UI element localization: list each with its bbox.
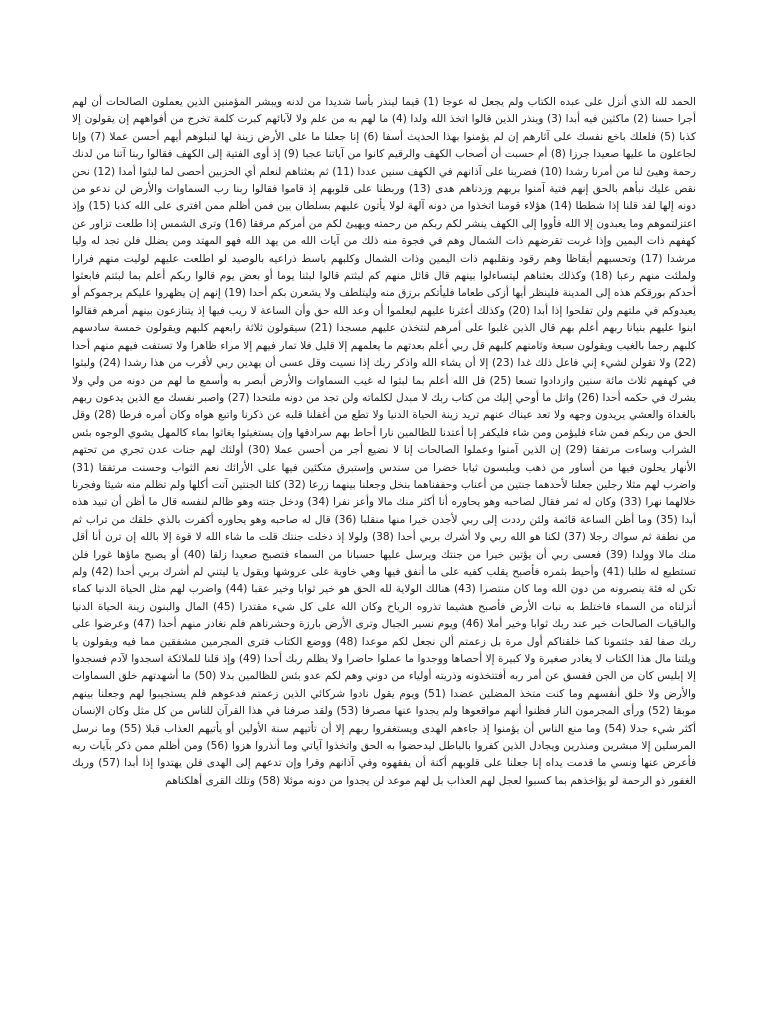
document-body-text: الحمد لله الذي أنزل على عبده الكتاب ولم يجعل له عوجا (1) قيما لينذر بأسا شديدا من لدنه ويبشر المؤمنين الذين يعملون الصالحات أن لهم أجرا حسنا (2) ماكثين فيه أبدا (3) وينذر الذين قالوا اتخذ الله ولدا (4) ما لهم به من علم ولا لآبائهم كبرت كلمة تخرج من أفواههم إن يقولون إلا كذبا (5) فلعلك باخع نفسك على آثارهم إن لم يؤمنوا بهذا الحديث أسفا (6) إنا جعلنا ما على الأرض زينة لها لنبلوهم أيهم أحسن عملا (7) وإنا لجاعلون ما عليها صعيدا جرزا (8) أم حسبت أن أصحاب الكهف والرقيم كانوا من آياتنا عجبا (9) إذ أوى الفتية إلى الكهف فقالوا ربنا آتنا من لدنك رحمة وهيئ لنا من أمرنا رشدا (10) فضربنا على آذانهم في الكهف سنين عددا (11) ثم بعثناهم لنعلم أي الحزبين أحصى لما لبثوا أمدا (12) نحن نقص عليك نبأهم بالحق إنهم فتية آمنوا بربهم وزدناهم هدى (13) وربطنا على قلوبهم إذ قاموا فقالوا ربنا رب السماوات والأرض لن ندعو من دونه إلها لقد قلنا إذا شططا (14) هؤلاء قومنا اتخذوا من دونه آلهة لولا يأتون عليهم بسلطان بين فمن أظلم ممن افترى على الله كذبا (15) وإذ اعتزلتموهم وما يعبدون إلا الله فأووا إلى الكهف ينشر لكم ربكم من رحمته ويهيئ لكم من أمركم مرفقا (16) وترى الشمس إذا طلعت تزاور عن كهفهم ذات اليمين وإذا غربت تقرضهم ذات الشمال وهم في فجوة منه ذلك من آيات الله من يهد الله فهو المهتد ومن يضلل فلن تجد له وليا مرشدا (17) وتحسبهم أيقاظا وهم رقود ونقلبهم ذات اليمين وذات الشمال وكلبهم باسط ذراعيه بالوصيد لو اطلعت عليهم لوليت منهم فرارا ولملئت منهم رعبا (18) وكذلك بعثناهم ليتساءلوا بينهم قال قائل منهم كم لبثتم قالوا لبثنا يوما أو بعض يوم قالوا ربكم أعلم بما لبثتم فابعثوا أحدكم بورقكم هذه إلى المدينة فلينظر أيها أزكى طعاما فليأتكم برزق منه وليتلطف ولا يشعرن بكم أحدا (19) إنهم إن يظهروا عليكم يرجموكم أو يعيدوكم في ملتهم ولن تفلحوا إذا أبدا (20) وكذلك أعثرنا عليهم ليعلموا أن وعد الله حق وأن الساعة لا ريب فيها إذ يتنازعون بينهم أمرهم فقالوا ابنوا عليهم بنيانا ربهم أعلم بهم قال الذين غلبوا على أمرهم لنتخذن عليهم مسجدا (21) سيقولون ثلاثة رابعهم كلبهم ويقولون خمسة سادسهم كلبهم رجما بالغيب ويقولون سبعة وثامنهم كلبهم قل ربي أعلم بعدتهم ما يعلمهم إلا قليل فلا تمار فيهم إلا مراء ظاهرا ولا تستفت فيهم منهم أحدا (22) ولا تقولن لشيء إني فاعل ذلك غدا (23) إلا أن يشاء الله واذكر ربك إذا نسيت وقل عسى أن يهدين ربي لأقرب من هذا رشدا (24) ولبثوا في كهفهم ثلاث مائة سنين وازدادوا تسعا (25) قل الله أعلم بما لبثوا له غيب السماوات والأرض أبصر به وأسمع ما لهم من دونه من ولي ولا يشرك في حكمه أحدا (26) واتل ما أوحي إليك من كتاب ربك لا مبدل لكلماته ولن تجد من دونه ملتحدا (27) واصبر نفسك مع الذين يدعون ربهم بالغداة والعشي يريدون وجهه ولا تعد عيناك عنهم تريد زينة الحياة الدنيا ولا تطع من أغفلنا قلبه عن ذكرنا واتبع هواه وكان أمره فرطا (28) وقل الحق من ربكم فمن شاء فليؤمن ومن شاء فليكفر إنا أعتدنا للظالمين نارا أحاط بهم سرادقها وإن يستغيثوا يغاثوا بماء كالمهل يشوي الوجوه بئس الشراب وساءت مرتفقا (29) إن الذين آمنوا وعملوا الصالحات إنا لا نضيع أجر من أحسن عملا (30) أولئك لهم جنات عدن تجري من تحتهم الأنهار يحلون فيها من أساور من ذهب ويلبسون ثيابا خضرا من سندس وإستبرق متكئين فيها على الأرائك نعم الثواب وحسنت مرتفقا (31) واضرب لهم مثلا رجلين جعلنا لأحدهما جنتين من أعناب وحففناهما بنخل وجعلنا بينهما زرعا (32) كلتا الجنتين آتت أكلها ولم تظلم منه شيئا وفجرنا خلالهما نهرا (33) وكان له ثمر فقال لصاحبه وهو يحاوره أنا أكثر منك مالا وأعز نفرا (34) ودخل جنته وهو ظالم لنفسه قال ما أظن أن تبيد هذه أبدا (35) وما أظن الساعة قائمة ولئن رددت إلى ربي لأجدن خيرا منها منقلبا (36) قال له صاحبه وهو يحاوره أكفرت بالذي خلقك من تراب ثم من نطفة ثم سواك رجلا (37) لكنا هو الله ربي ولا أشرك بربي أحدا (38) ولولا إذ دخلت جنتك قلت ما شاء الله لا قوة إلا بالله إن ترن أنا أقل منك مالا وولدا (39) فعسى ربي أن يؤتين خيرا من جنتك ويرسل عليها حسبانا من السماء فتصبح صعيدا زلقا (40) أو يصبح ماؤها غورا فلن تستطيع له طلبا (41) وأحيط بثمره فأصبح يقلب كفيه على ما أنفق فيها وهي خاوية على عروشها ويقول يا ليتني لم أشرك بربي أحدا (42) ولم تكن له فئة ينصرونه من دون الله وما كان منتصرا (43) هنالك الولاية لله الحق هو خير ثوابا وخير عقبا (44) واضرب لهم مثل الحياة الدنيا كماء أنزلناه من السماء فاختلط به نبات الأرض فأصبح هشيما تذروه الرياح وكان الله على كل شيء مقتدرا (45) المال والبنون زينة الحياة الدنيا والباقيات الصالحات خير عند ربك ثوابا وخير أملا (46) ويوم نسير الجبال وترى الأرض بارزة وحشرناهم فلم نغادر منهم أحدا (47) وعرضوا على ربك صفا لقد جئتمونا كما خلقناكم أول مرة بل زعمتم ألن نجعل لكم موعدا (48) ووضع الكتاب فترى المجرمين مشفقين مما فيه ويقولون يا ويلتنا مال هذا الكتاب لا يغادر صغيرة ولا كبيرة إلا أحصاها ووجدوا ما عملوا حاضرا ولا يظلم ربك أحدا (49) وإذ قلنا للملائكة اسجدوا لآدم فسجدوا إلا إبليس كان من الجن ففسق عن أمر ربه أفتتخذونه وذريته أولياء من دوني وهم لكم عدو بئس للظالمين بدلا (50) ما أشهدتهم خلق السماوات والأرض ولا خلق أنفسهم وما كنت متخذ المضلين عضدا (51) ويوم يقول نادوا شركائي الذين زعمتم فدعوهم فلم يستجيبوا لهم وجعلنا بينهم موبقا (52) ورأى المجرمون النار فظنوا أنهم مواقعوها ولم يجدوا عنها مصرفا (53) ولقد صرفنا في هذا القرآن للناس من كل مثل وكان الإنسان أكثر شيء جدلا (54) وما منع الناس أن يؤمنوا إذ جاءهم الهدى ويستغفروا ربهم إلا أن تأتيهم سنة الأولين أو يأتيهم العذاب قبلا (55) وما نرسل المرسلين إلا مبشرين ومنذرين ويجادل الذين كفروا بالباطل ليدحضوا به الحق واتخذوا آياتي وما أنذروا هزوا (56) ومن أظلم ممن ذكر بآيات ربه فأعرض عنها ونسي ما قدمت يداه إنا جعلنا على قلوبهم أكنة أن يفقهوه وفي آذانهم وقرا وإن تدعهم إلى الهدى فلن يهتدوا إذا أبدا (57) وربك الغفور ذو الرحمة لو يؤاخذهم بما كسبوا لعجل لهم العذاب بل لهم موعد لن يجدوا من دونه موئلا (58) وتلك القرى أهلكناهم: [72, 96, 697, 787]
